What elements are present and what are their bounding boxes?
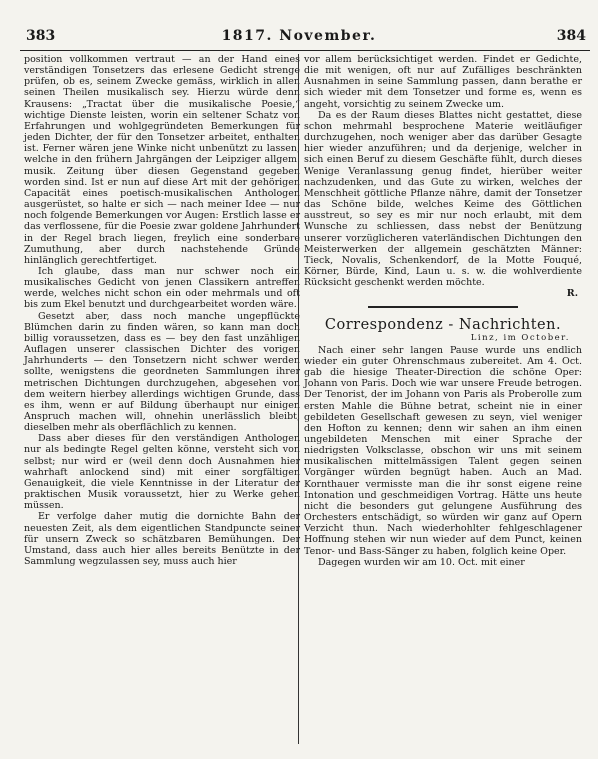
running-title: 1817. November. [221,28,377,44]
column-divider [298,54,299,744]
right-column [304,54,582,568]
section-rule [368,306,518,308]
paragraph: Nach einer sehr langen Pause wurde uns endlich wieder ein guter Ohrenschmaus zubereitet. Am 4. Oct. gab die hiesige Theater-Direction die schöne Oper: Johann von Paris. Doch wie war unsere Freude betrogen. Der Tenorist, der im Johann von Paris als Proberolle zum ersten Mahle die Bühne betrat, scheint nie in einer gebildeten Gesellschaft gewesen zu seyn, viel weniger den Hofton zu kennen; denn wir sahen an ihm einen ungebildeten Menschen mit einer Sprache der niedrigsten Volksclasse, obschon wir uns mit seinem musikalischen mittelmässigen Talent gegen seinen Vorgänger würden begnügt haben. Auch an Mad. Kornthauer vermisste man die ihr sonst eigene reine Intonation und geschmeidigen Vortrag. Hätte uns heute nicht die besonders gut gelungene Ausführung des Orchesters entschädigt, so würden wir ganz auf Opern Verzicht thun. Nach wiederhohlter fehlgeschlagener Hoffnung stehen wir nun wieder auf dem Punct, keinen Tenor- und Bass-Sänger zu haben, folglich keine Oper. [304,344,582,557]
paragraph: Gesetzt aber, dass noch manche ungepflückte Blümchen darin zu finden wären, so kann man doch billig voraussetzen, dass es — bey den fast unzähligen Auflagen unserer classischen Dichter des vorigen Jahrhunderts — den Tonsetzern nicht schwer werden sollte, wenigstens die geordneten Sammlungen ihrer metrischen Dichtungen durchzugehen, abgesehen von dem weitern hierbey allerdings wichtigen Grunde, dass es ihm, wenn er auf Bildung überhaupt nur einigen Anspruch machen will, ohnehin unerlässlich bleibt, dieselben mehr als oberflächlich zu kennen. [24,310,300,434]
paragraph: Er verfolge daher mutig die dornichte Bahn der neuesten Zeit, als dem eigentlichen Standpuncte seiner für unsern Zweck so schätzbaren Bemühungen. Der Umstand, dass auch hier alles bereits Benützte in der Sammlung wegzulassen sey, muss auch hier [24,511,300,568]
paragraph: vor allem berücksichtiget werden. Findet er Gedichte, die mit wenigen, oft nur auf Zufälliges beschränkten Ausnahmen in seine Sammlung passen, dann berathe er sich wieder mit dem Tonsetzer und forme es, wenn es angeht, vorsichtig zu seinem Zwecke um. [304,54,582,110]
paragraph: Ich glaube, dass man nur schwer noch ein musikalisches Gedicht von jenen Classikern antreffen werde, welches nicht schon ein oder mehrmals und oft bis zum Ekel benutzt und durchgearbeitet worden wäre. [24,265,300,311]
left-column [24,54,300,567]
paragraph: position vollkommen vertraut — an der Hand eines verständigen Tonsetzers das erlesene Gedicht strenge prüfen, ob es, seinem Zwecke gemäss, wirklich in allen seinen Theilen musikalisch sey. Hierzu würde denn Krausens: „Tractat über die musikalische Poesie,“ wichtige Dienste leisten, worin ein seltener Schatz von Erfahrungen und wohlgegründeten Bemerkungen für jeden Dichter, der für den Tonsetzer arbeitet, enthalten ist. Ferner wären jene Winke nicht unbenützt zu lassen, welche in den frühern Jahrgängen der Leipziger allgem. musik. Zeitung über diesen Gegenstand gegeben worden sind. Ist er nun auf diese Art mit der gehörigen Capacität eines poetisch-musikalischen Anthologen ausgerüstet, so halte er sich — nach meiner Idee — nur noch folgende Bemerkungen vor Augen: Erstlich lasse er das verflossene, für die Poesie zwar goldene Jahrhundert in der Regel brach liegen, freylich eine sonderbare Zumuthung, aber durch nachstehende Gründe hinlänglich gerechtfertiget. [24,54,300,266]
section-title: Correspondenz - Nachrichten. [324,317,562,334]
paragraph: Dass aber dieses für den verständigen Anthologen nur als bedingte Regel gelten könne, versteht sich von selbst; nur wird er (weil denn doch Ausnahmen hier wahrhaft anlockend sind) mit einer sorgfältigen Genauigkeit, die viele Kenntnisse in der Literatur der praktischen Musik voraussetzt, hier zu Werke gehen müssen. [24,433,300,512]
page-header [0,28,598,50]
paragraph: Dagegen wurden wir am 10. Oct. mit einer [318,556,525,568]
page-number-left: 383 [26,28,56,44]
author-signature: R. [566,288,578,300]
header-rule [20,50,590,51]
dateline: Linz, im October. [470,332,570,343]
paragraph: Da es der Raum dieses Blattes nicht gestattet, diese schon mehrmahl besprochene Materie weitläufiger durchzugehen, noch weniger aber das darüber Gesagte hier wieder anzuführen; und da derjenige, welcher in sich einen Beruf zu diesem Geschäfte fühlt, durch dieses Wenige Veranlassung genug findet, hierüber weiter nachzudenken, und das Gute zu wirken, welches der Menschheit göttliche Pflanze nähre, damit der Tonsetzer das Schöne bilde, welches Keime des Göttlichen ausstreut, so sey es mir nur noch erlaubt, mit dem Wunsche zu schliessen, dass nebst der Benützung unserer vorzüglicheren vaterländischen Dichtungen den Meisterwerken der allgemein geschätzten Männer: Tieck, Novalis, Schenkendorf, de la Motte Fouqué, Körner, Bürde, Kind, Laun u. s. w. die wohlverdiente Rücksicht geschenkt werden möchte. [304,109,582,289]
page-number-right: 384 [556,28,586,44]
